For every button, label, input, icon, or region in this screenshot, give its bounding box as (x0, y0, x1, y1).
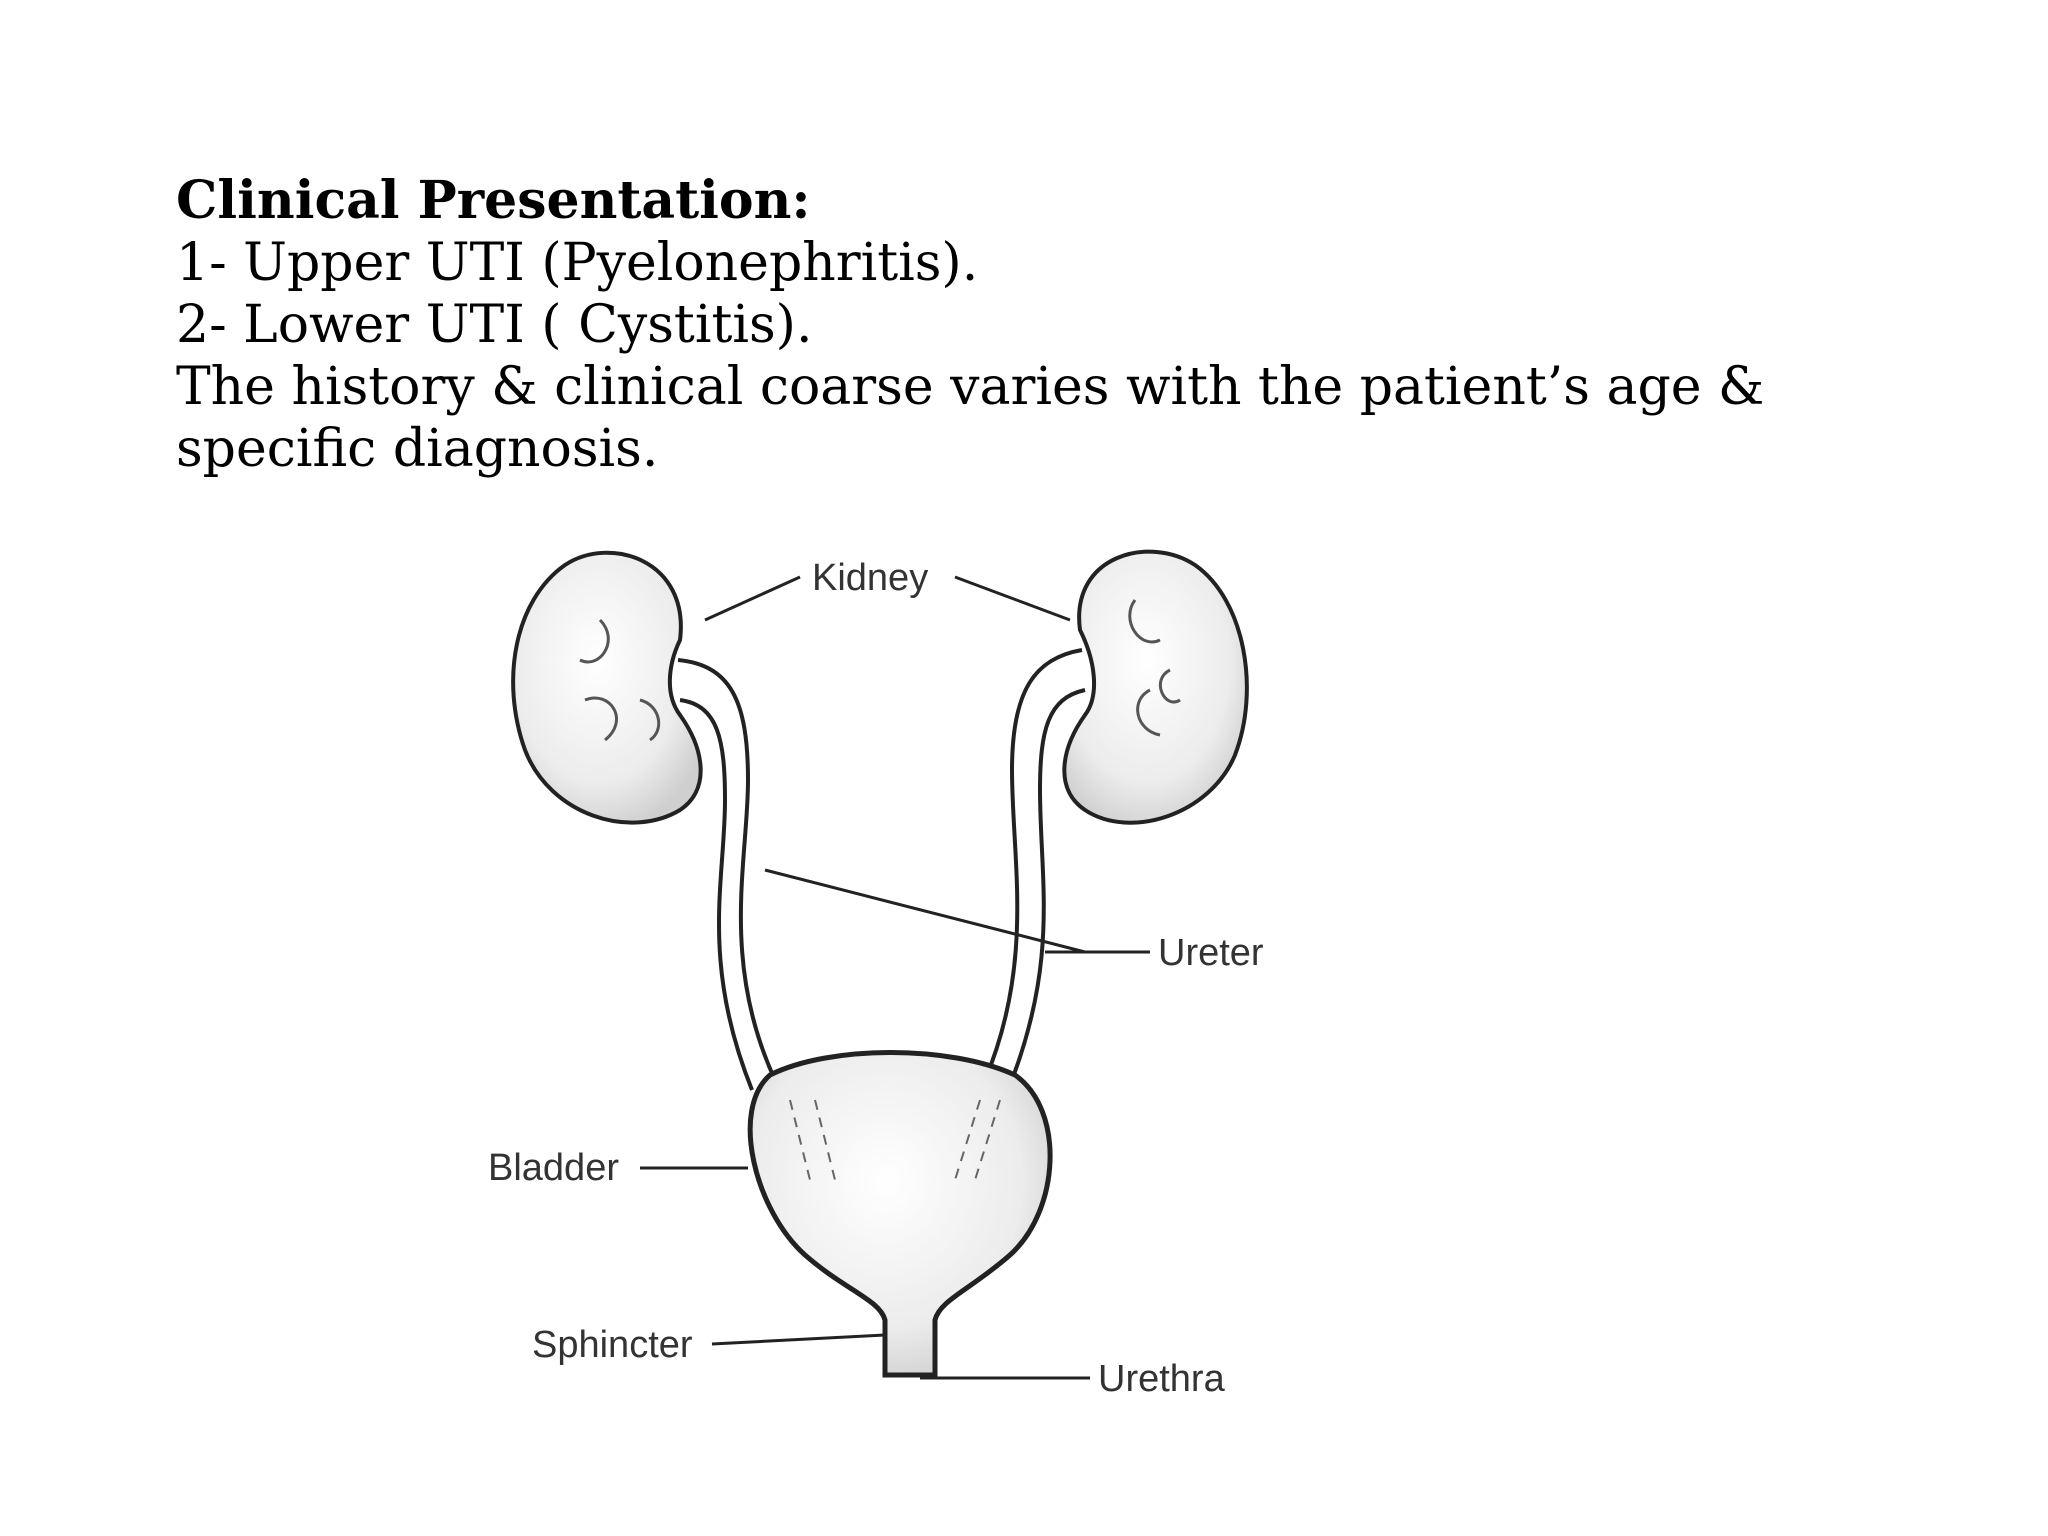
label-urethra: Urethra (1098, 1358, 1225, 1400)
line-lower-uti: 2- Lower UTI ( Cystitis). (176, 295, 813, 355)
bladder-shape (750, 1053, 1050, 1376)
left-kidney-shape (513, 553, 701, 823)
label-sphincter: Sphincter (532, 1324, 693, 1366)
slide-title: Clinical Presentation: (176, 170, 811, 231)
label-kidney: Kidney (812, 557, 929, 599)
slide-text-block (176, 170, 1896, 480)
line-upper-uti: 1- Upper UTI (Pyelonephritis). (176, 233, 979, 293)
right-kidney-shape (1064, 552, 1247, 823)
label-bladder: Bladder (488, 1147, 619, 1189)
line-history: The history & clinical coarse varies with the patient’s age & specific diagnosis. (176, 357, 1765, 479)
left-ureter-shape (678, 660, 775, 1080)
label-ureter: Ureter (1158, 932, 1264, 974)
urinary-system-diagram (470, 520, 1290, 1420)
